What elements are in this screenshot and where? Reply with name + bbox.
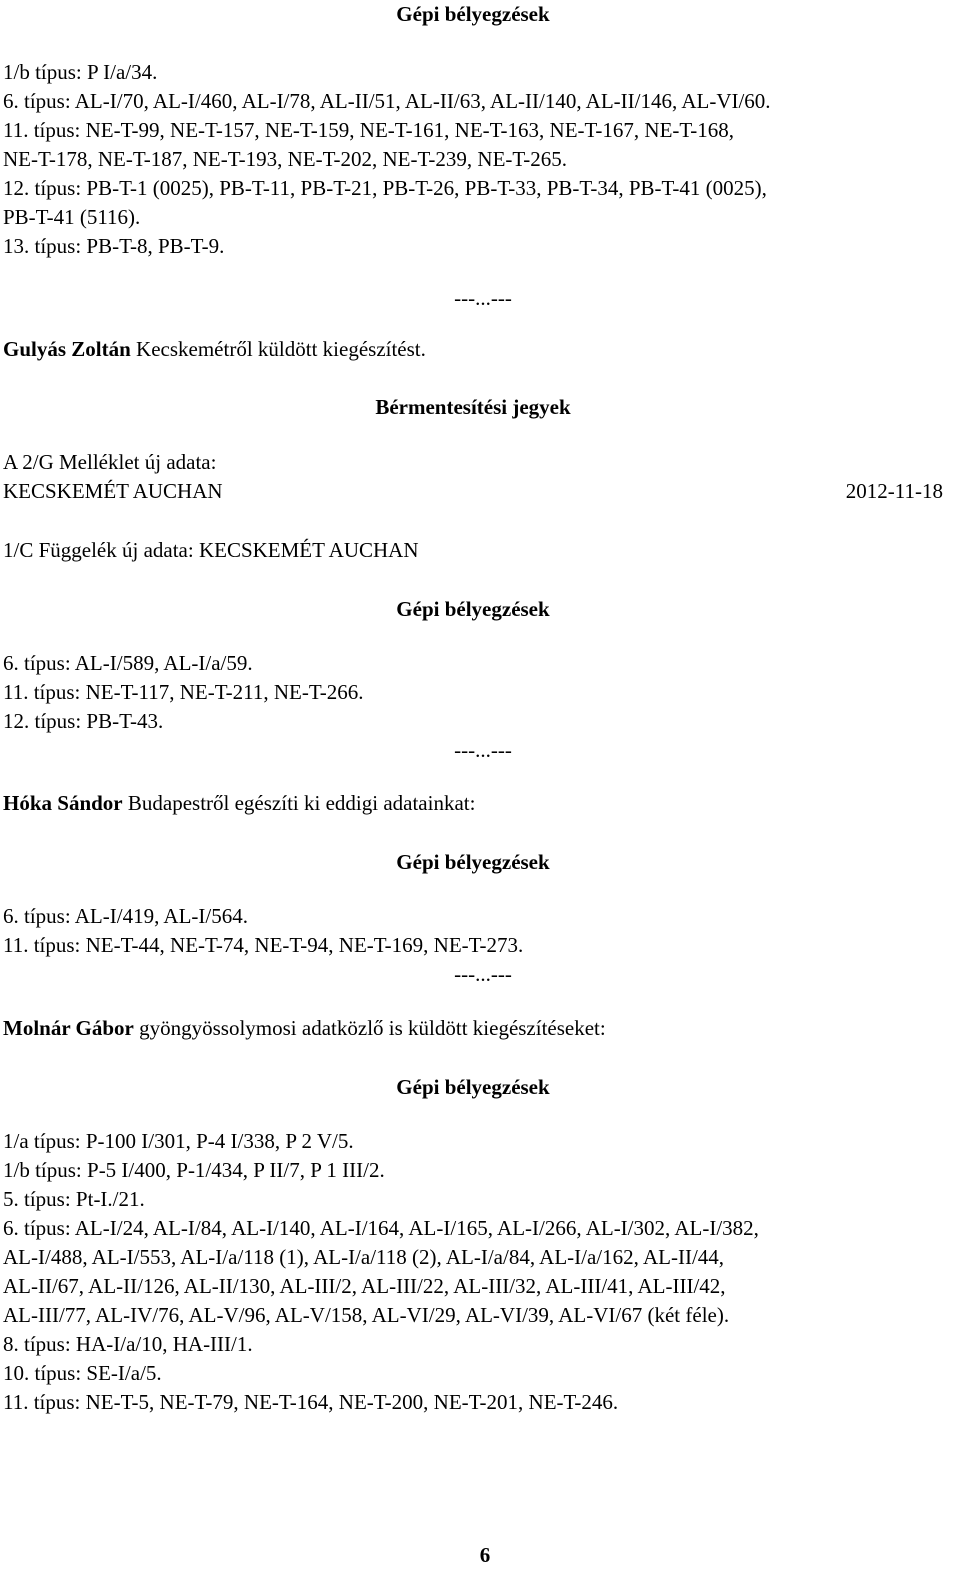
spacer (3, 422, 943, 448)
paragraph-text: gyöngyössolymosi adatközlő is küldött kiegészítéseket: (133, 1016, 606, 1040)
separator: ---...--- (454, 962, 512, 986)
text-line: NE-T-178, NE-T-187, NE-T-193, NE-T-202, NE-T-239, NE-T-265. (3, 147, 568, 171)
melleklet-row (3, 477, 943, 506)
text-line: 11. típus: NE-T-99, NE-T-157, NE-T-159, NE-T-161, NE-T-163, NE-T-167, NE-T-168, (3, 118, 735, 142)
melleklet-value: KECSKEMÉT AUCHAN (3, 479, 223, 503)
text-line: 8. típus: HA-I/a/10, HA-III/1. (3, 1332, 253, 1356)
text-line: 11. típus: NE-T-117, NE-T-211, NE-T-266. (3, 680, 364, 704)
text-line: 12. típus: PB-T-1 (0025), PB-T-11, PB-T-21, PB-T-26, PB-T-33, PB-T-34, PB-T-41 (0025), (3, 176, 767, 200)
contributor-name: Hóka Sándor (3, 791, 123, 815)
paragraph-hoka (3, 789, 943, 818)
section-heading-bermentesitesi: Bérmentesítési jegyek (375, 395, 571, 419)
text-line: 12. típus: PB-T-43. (3, 709, 164, 733)
text-line: 13. típus: PB-T-8, PB-T-9. (3, 234, 225, 258)
text-line: 10. típus: SE-I/a/5. (3, 1361, 162, 1385)
spacer (3, 565, 943, 595)
text-line: 1/a típus: P-100 I/301, P-4 I/338, P 2 V/5. (3, 1129, 354, 1153)
paragraph-text: Budapestről egészíti ki eddigi adatainkat: (122, 791, 476, 815)
spacer (3, 506, 943, 536)
text-line: 6. típus: AL-I/419, AL-I/564. (3, 904, 248, 928)
text-line: 11. típus: NE-T-44, NE-T-74, NE-T-94, NE-T-169, NE-T-273. (3, 933, 524, 957)
melleklet-label: A 2/G Melléklet új adata: (3, 450, 217, 474)
text-line: PB-T-41 (5116). (3, 205, 141, 229)
paragraph-molnar (3, 1014, 943, 1043)
section-heading-gepi-2: Gépi bélyegzések (396, 597, 550, 621)
spacer (3, 877, 943, 902)
spacer (3, 765, 943, 789)
section-heading-gepi-1: Gépi bélyegzések (396, 2, 550, 26)
text-line: AL-I/488, AL-I/553, AL-I/a/118 (1), AL-I/a/118 (2), AL-I/a/84, AL-I/a/162, AL-II/44, (3, 1245, 725, 1269)
paragraph-gulyas (3, 335, 943, 364)
text-line: 6. típus: AL-I/589, AL-I/a/59. (3, 651, 253, 675)
section-heading-gepi-4: Gépi bélyegzések (396, 1075, 550, 1099)
spacer (3, 261, 943, 284)
separator: ---...--- (454, 286, 512, 310)
contributor-name: Molnár Gábor (3, 1016, 134, 1040)
contributor-name: Gulyás Zoltán (3, 337, 131, 361)
document-page (3, 0, 943, 1417)
text-line: 11. típus: NE-T-5, NE-T-79, NE-T-164, NE-T-200, NE-T-201, NE-T-246. (3, 1390, 619, 1414)
spacer (3, 818, 943, 848)
spacer (3, 624, 943, 649)
text-line: 6. típus: AL-I/24, AL-I/84, AL-I/140, AL-I/164, AL-I/165, AL-I/266, AL-I/302, AL-I/382, (3, 1216, 759, 1240)
text-line: 6. típus: AL-I/70, AL-I/460, AL-I/78, AL-II/51, AL-II/63, AL-II/140, AL-II/146, AL-VI/60. (3, 89, 771, 113)
spacer (3, 364, 943, 393)
spacer (3, 29, 943, 58)
text-line: 5. típus: Pt-I./21. (3, 1187, 145, 1211)
text-line: 1/b típus: P-5 I/400, P-1/434, P II/7, P 1 III/2. (3, 1158, 385, 1182)
melleklet-date: 2012-11-18 (845, 479, 943, 503)
spacer (3, 313, 943, 335)
text-line: AL-III/77, AL-IV/76, AL-V/96, AL-V/158, AL-VI/29, AL-VI/39, AL-VI/67 (két féle). (3, 1303, 730, 1327)
spacer (3, 1043, 943, 1073)
spacer (3, 989, 943, 1014)
section-heading-gepi-3: Gépi bélyegzések (396, 850, 550, 874)
paragraph-text: Kecskemétről küldött kiegészítést. (130, 337, 426, 361)
page-number: 6 (479, 1543, 491, 1567)
fuggelek-line: 1/C Függelék új adata: KECSKEMÉT AUCHAN (3, 538, 419, 562)
separator: ---...--- (454, 738, 512, 762)
text-line: 1/b típus: P I/a/34. (3, 60, 158, 84)
text-line: AL-II/67, AL-II/126, AL-II/130, AL-III/2, AL-III/22, AL-III/32, AL-III/41, AL-III/42, (3, 1274, 726, 1298)
spacer (3, 1102, 943, 1127)
